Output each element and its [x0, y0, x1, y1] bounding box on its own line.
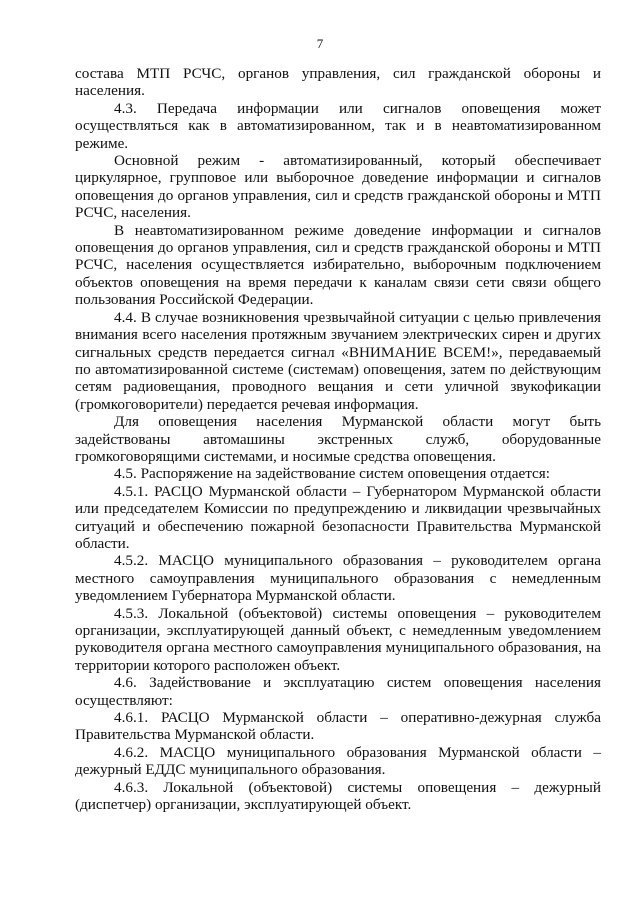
document-body: [75, 65, 601, 813]
paragraph-4-6-1: 4.6.1. РАСЦО Мурманской области – оперативно-дежурная служба Правительства Мурманской области.: [75, 709, 601, 744]
paragraph-manual-mode: В неавтоматизированном режиме доведение информации и сигналов оповещения до органов управления, сил и средств гражданской обороны и МТП РСЧС, населения осуществляется избирательно, выборочным подключением объектов оповещения на время передачи к каналам связи сети связи общего пользования Российской Федерации.: [75, 221, 601, 309]
paragraph-4-6-3: 4.6.3. Локальной (объектовой) системы оповещения – дежурный (диспетчер) организации, эксплуатирующей объект.: [75, 778, 601, 814]
page-number: 7: [316, 36, 324, 51]
paragraph-4-5-2: 4.5.2. МАСЦО муниципального образования – руководителем органа местного самоуправления муниципального образования с немедленным уведомлением Губернатора Мурманской области.: [75, 552, 601, 605]
paragraph-4-6-2: 4.6.2. МАСЦО муниципального образования Мурманской области – дежурный ЕДДС муниципального образования.: [75, 743, 601, 779]
paragraph-continuation: состава МТП РСЧС, органов управления, сил гражданской обороны и населения.: [75, 65, 601, 100]
paragraph-4-5-3: 4.5.3. Локальной (объектовой) системы оповещения – руководителем организации, эксплуатирующей данный объект, с немедленным уведомлением руководителя органа местного самоуправления муниципального образования, на территории которого расположен объект.: [75, 604, 601, 674]
paragraph-4-5: 4.5. Распоряжение на задействование систем оповещения отдается:: [114, 465, 550, 483]
paragraph-vehicles: Для оповещения населения Мурманской области могут быть задействованы автомашины экстренных служб, оборудованные громкоговорящими системами, и носимые средства оповещения.: [75, 413, 601, 465]
paragraph-4-4: 4.4. В случае возникновения чрезвычайной ситуации с целью привлечения внимания всего населения протяжным звучанием электрических сирен и других сигнальных средств передается сигнал «ВНИМАНИЕ ВСЕМ!», передаваемый по автоматизированной системе (системам) оповещения, затем по действующим сетям радиовещания, проводного вещания и сети уличной звукофикации (громкоговорители) передается речевая информация.: [75, 308, 601, 413]
paragraph-4-6: 4.6. Задействование и эксплуатацию систем оповещения населения осуществляют:: [75, 674, 601, 709]
paragraph-4-5-1: 4.5.1. РАСЦО Мурманской области – Губернатором Мурманской области или председателем Комиссии по предупреждению и ликвидации чрезвычайных ситуаций и обеспечению пожарной безопасности Правительства Мурманской области.: [75, 482, 601, 552]
paragraph-main-mode: Основной режим - автоматизированный, который обеспечивает циркулярное, групповое или выборочное доведение информации и сигналов оповещения до органов управления, сил и средств гражданской обороны и МТП РСЧС, населения.: [75, 152, 601, 222]
paragraph-4-3: 4.3. Передача информации или сигналов оповещения может осуществляться как в автоматизированном, так и в неавтоматизированном режиме.: [75, 99, 601, 152]
